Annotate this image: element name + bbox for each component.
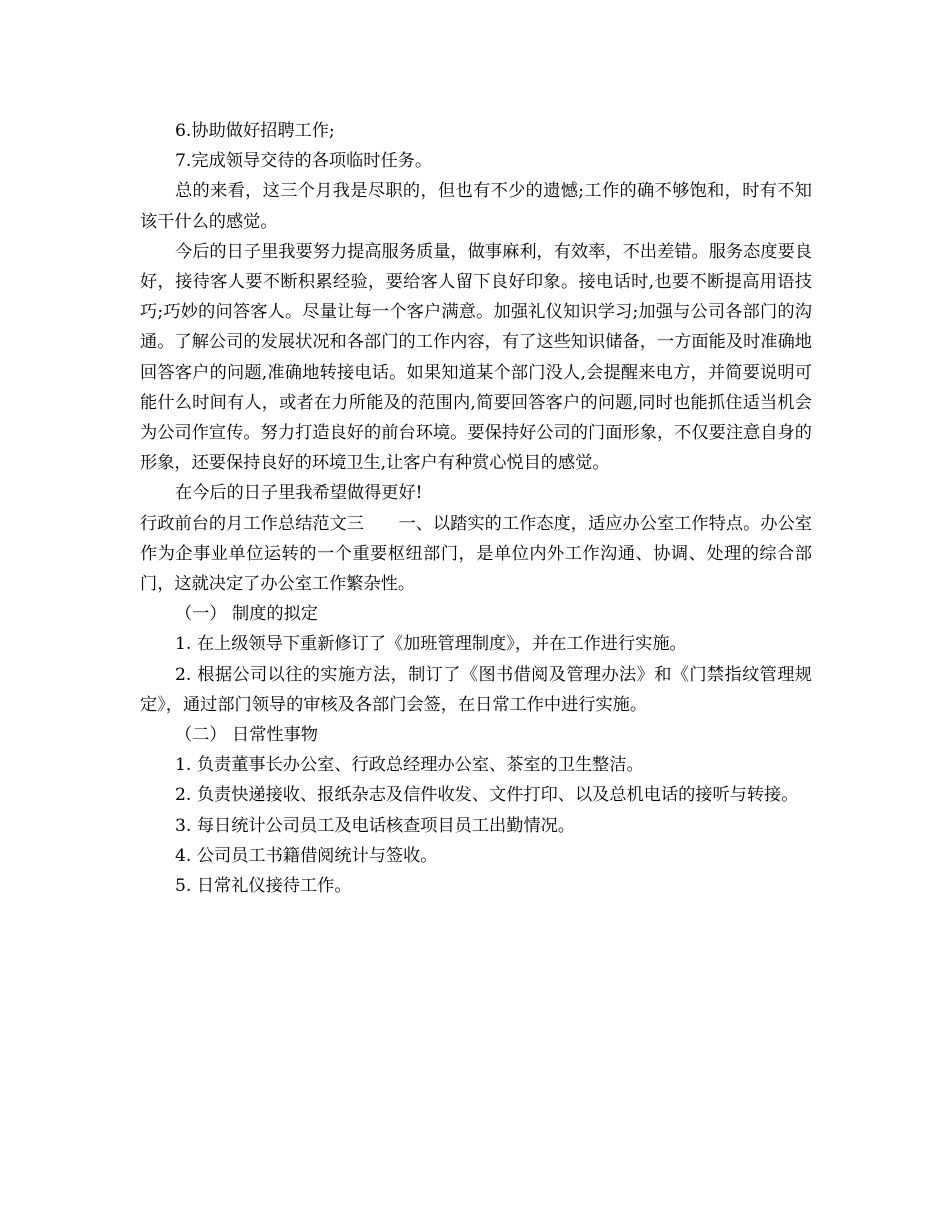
daily-item-3: 3. 每日统计公司员工及电话核查项目员工出勤情况。 <box>175 815 575 836</box>
rules-item-1: 1. 在上级领导下重新修订了《加班管理制度》，并在工作进行实施。 <box>175 634 687 655</box>
daily-item-1: 1. 负责董事长办公室、行政总经理办公室、茶室的卫生整洁。 <box>175 755 644 776</box>
daily-item-2: 2. 负责快递接收、报纸杂志及信件收发、文件打印、以及总机电话的接听与转接。 <box>175 785 799 806</box>
future-plan-paragraph: 今后的日子里我要努力提高服务质量，做事麻利，有效率，不出差错。服务态度要良好，接待客人要不断积累经验，要给客人留下良好印象。接电话时,也要不断提高用语技巧;巧妙的问答客人。尽量让每一个客户满意。加强礼仪知识学习;加强与公司各部门的沟通。了解公司的发展状况和各部门的工作内容，有了这些知识储备，一方面能及时准确地回答客户的问题,准确地转接电话。如果知道某个部门没人,会提醒来电方，并简要说明可能什么时间有人，或者在力所能及的范围内,简要回答客户的问题,同时也能抓住适当机会为公司作宣传。努力打造良好的前台环境。要保持好公司的门面形象，不仅要注意自身的形象，还要保持良好的环境卫生,让客户有种赏心悦目的感觉。 <box>140 241 812 474</box>
subheading-rules: （一） 制度的拟定 <box>175 604 318 625</box>
list-item-temporary-tasks: 7.完成领导交待的各项临时任务。 <box>175 151 433 172</box>
document-body <box>140 116 812 901</box>
summary-paragraph: 总的来看，这三个月我是尽职的，但也有不少的遗憾;工作的确不够饱和，时有不知该干什么的感觉。 <box>140 181 812 232</box>
list-item-recruitment: 6.协助做好招聘工作; <box>175 121 335 141</box>
closing-line: 在今后的日子里我希望做得更好! <box>175 483 423 504</box>
section-three-paragraph: 行政前台的月工作总结范文三 一、以踏实的工作态度，适应办公室工作特点。办公室作为企事业单位运转的一个重要枢纽部门，是单位内外工作沟通、协调、处理的综合部门，这就决定了办公室工作繁杂性。 <box>140 513 812 595</box>
daily-item-4: 4. 公司员工书籍借阅统计与签收。 <box>175 845 438 866</box>
daily-item-5: 5. 日常礼仪接待工作。 <box>175 876 352 897</box>
rules-item-2: 2. 根据公司以往的实施方法，制订了《图书借阅及管理办法》和《门禁指纹管理规定》，通过部门领导的审核及各部门会签，在日常工作中进行实施。 <box>140 664 812 715</box>
subheading-daily-affairs: （二） 日常性事物 <box>175 725 318 746</box>
